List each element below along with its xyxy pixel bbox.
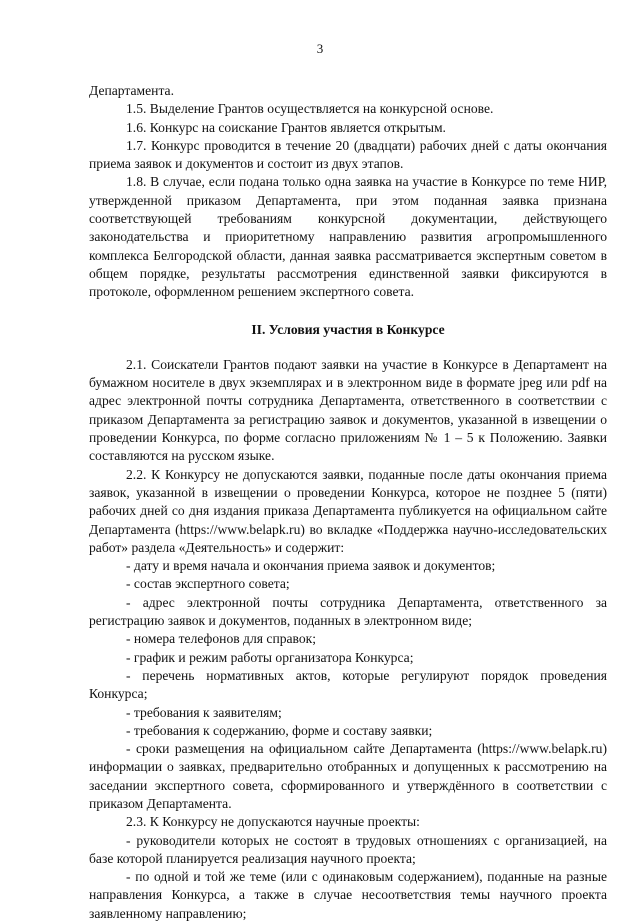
paragraph: 2.2. К Конкурсу не допускаются заявки, поданные после даты окончания приема заявок, указанной в извещении о проведении Конкурса, которое не позднее 5 (пяти) рабочих дней со дня издания приказа Департамента публикуется на официальном сайте Департамента (https://www.belapk.ru) во вкладке «Поддержка научно-исследовательских работ» раздела «Деятельность» и содержит:: [89, 466, 607, 555]
paragraph: 1.6. Конкурс на соискание Грантов является открытым.: [126, 119, 446, 135]
paragraph: 1.7. Конкурс проводится в течение 20 (двадцати) рабочих дней с даты окончания приема заявок и документов и состоит из двух этапов.: [89, 137, 607, 172]
list-item: - номера телефонов для справок;: [126, 631, 317, 647]
section-one-text: [89, 82, 607, 302]
paragraph: 1.8. В случае, если подана только одна заявка на участие в Конкурсе по теме НИР, утвержденной приказом Департамента, при этом поданная заявка признана соответствующей требованиям конкурсной документации, действующего законодательства и приоритетному направлению развития агропромышленного комплекса Белгородской области, данная заявка рассматривается экспертным советом в общем порядке, результаты рассмотрения единственной заявки фиксируются в протоколе, оформленном решением экспертного совета.: [89, 174, 607, 300]
list-item: - по одной и той же теме (или с одинаковым содержанием), поданные на разные направления Конкурса, а также в случае несоответствия темы научного проекта заявленному направлению;: [89, 869, 607, 921]
list-item: - состав экспертного совета;: [126, 576, 290, 592]
list-item: - адрес электронной почты сотрудника Департамента, ответственного за регистрацию заявок и документов, поданных в электронном виде;: [89, 594, 607, 629]
list-item: - руководители которых не состоят в трудовых отношениях с организацией, на базе которой планируется реализация научного проекта;: [89, 832, 607, 866]
paragraph: Департамента.: [89, 83, 174, 98]
paragraph: 2.1. Соискатели Грантов подают заявки на участие в Конкурсе в Департамент на бумажном носителе в двух экземплярах и в электронном виде в формате jpeg или pdf на адрес электронной почты сотрудника Департамента, ответственного в соответствии с приказом Департамента за регистрацию заявок и документов, указанной в извещении о проведении Конкурса, по форме согласно приложениям № 1 – 5 к Положению. Заявки составляются на русском языке.: [89, 356, 607, 464]
list-item: - график и режим работы организатора Конкурса;: [126, 649, 414, 665]
list-item: - требования к заявителям;: [126, 704, 282, 720]
list-item: - требования к содержанию, форме и составу заявки;: [126, 722, 433, 738]
section-two-text: [89, 356, 607, 923]
list-item: - перечень нормативных актов, которые регулируют порядок проведения Конкурса;: [89, 667, 607, 702]
list-item: - сроки размещения на официальном сайте Департамента (https://www.belapk.ru) информации о заявках, предварительно отобранных и допущенных к рассмотрению на заседании экспертного совета, сформированного и утверждённого в соответствии с приказом Департамента.: [89, 741, 607, 811]
section-heading: II. Условия участия в Конкурсе: [251, 321, 445, 337]
paragraph: 2.3. К Конкурсу не допускаются научные проекты:: [126, 814, 420, 830]
paragraph: 1.5. Выделение Грантов осуществляется на конкурсной основе.: [126, 101, 494, 117]
page-number: 3: [316, 41, 324, 56]
document-body: [89, 82, 607, 923]
list-item: - дату и время начала и окончания приема заявок и документов;: [126, 558, 496, 574]
